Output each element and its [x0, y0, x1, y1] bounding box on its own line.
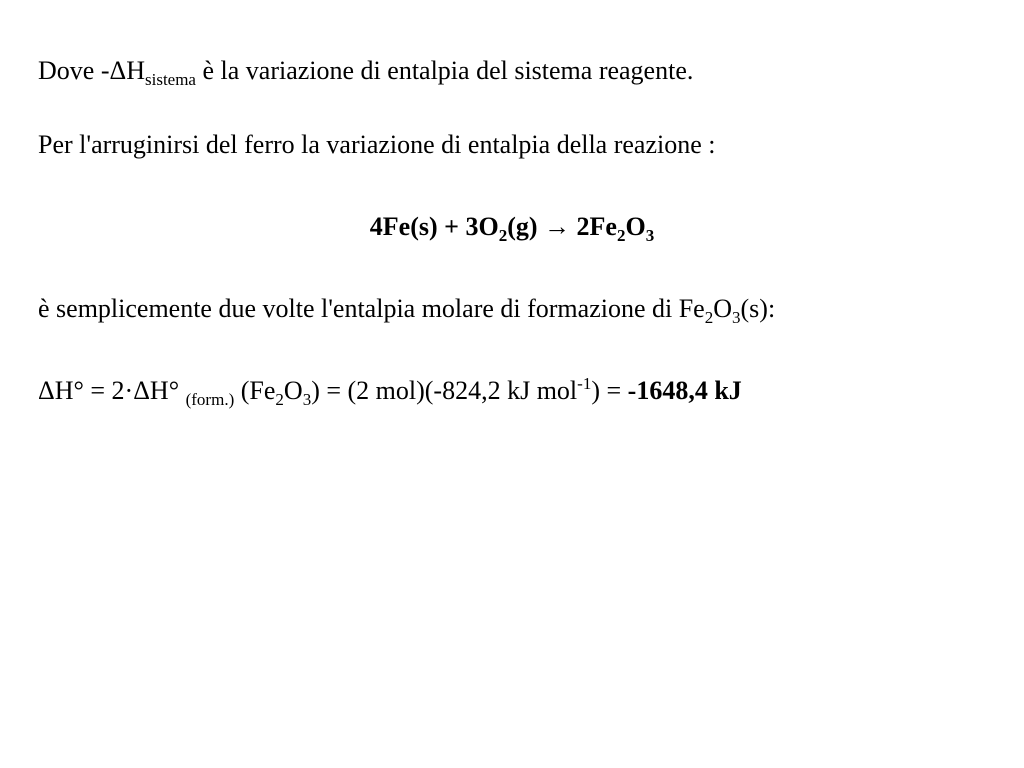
calc-part-e: ) =	[591, 376, 628, 405]
definition-line	[38, 56, 694, 89]
calculation-line	[38, 376, 742, 409]
calc-form-subscript: (form.)	[185, 390, 235, 409]
equation-sub-b: 2	[616, 226, 626, 245]
equation-part-c: O	[625, 212, 646, 241]
calc-part-a: ΔH° = 2·ΔH°	[38, 376, 186, 405]
calc-sup-d: -1	[577, 374, 592, 393]
definition-subscript: sistema	[144, 70, 196, 89]
calc-part-c: O	[283, 376, 303, 405]
definition-suffix: è la variazione di entalpia del sistema reagente.	[195, 56, 694, 85]
calc-result: -1648,4 kJ	[627, 376, 742, 405]
explanation-sub-b: 3	[732, 308, 741, 327]
explanation-line	[38, 294, 776, 327]
explanation-part-a: è semplicemente due volte l'entalpia molare di formazione di Fe	[38, 294, 705, 323]
intro-line	[38, 130, 716, 160]
explanation-sub-a: 2	[704, 308, 714, 327]
reaction-equation	[0, 212, 1024, 245]
calc-part-b: (Fe	[234, 376, 276, 405]
explanation-part-b: O	[713, 294, 733, 323]
equation-part-a: 4Fe(s) + 3O	[369, 212, 499, 241]
definition-prefix: Dove -ΔH	[38, 56, 145, 85]
calc-part-d: ) = (2 mol)(-824,2 kJ mol	[311, 376, 578, 405]
equation-part-b: (g) → 2Fe	[507, 212, 617, 241]
intro-text: Per l'arruginirsi del ferro la variazione di entalpia della reazione :	[38, 130, 716, 159]
equation-sub-a: 2	[498, 226, 508, 245]
calc-sub-c: 3	[302, 390, 312, 409]
calc-sub-b: 2	[275, 390, 284, 409]
equation-sub-c: 3	[645, 226, 655, 245]
explanation-part-c: (s):	[740, 294, 776, 323]
